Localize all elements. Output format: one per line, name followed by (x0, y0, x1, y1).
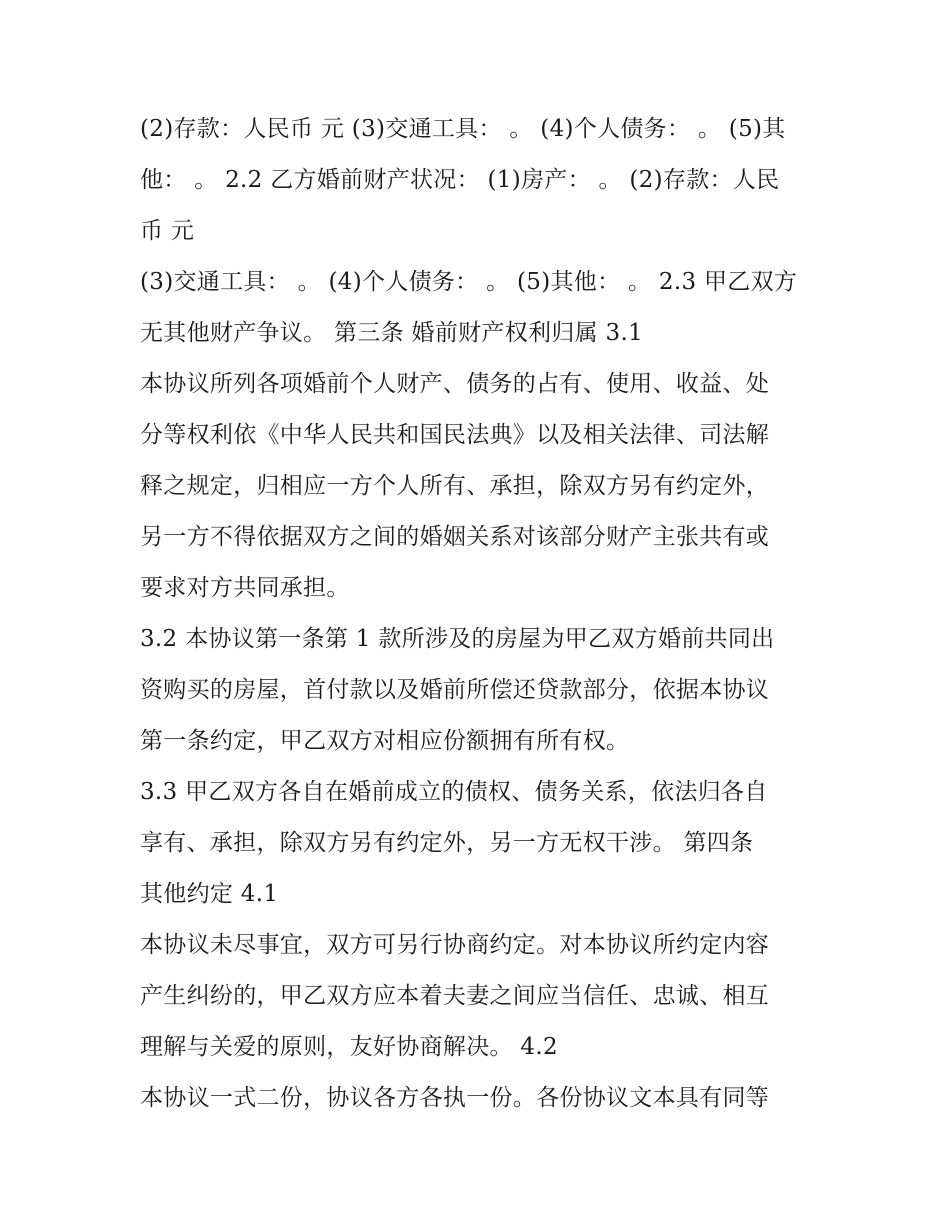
text-line: 其他约定 4.1 (140, 881, 279, 907)
text-line: 无其他财产争议。 第三条 婚前财产权利归属 3.1 (140, 320, 644, 346)
text-line: (3)交通工具： 。 (4)个人债务： 。 (5)其他： 。 2.3 甲乙双方 (140, 269, 798, 295)
text-line: 3.2 本协议第一条第 1 款所涉及的房屋为甲乙双方婚前共同出 (140, 626, 775, 652)
text-line: 币 元 (140, 218, 195, 244)
text-line: 另一方不得依据双方之间的婚姻关系对该部分财产主张共有或 (140, 524, 770, 550)
text-line: (2)存款：人民币 元 (3)交通工具： 。 (4)个人债务： 。 (5)其 (140, 116, 786, 142)
text-line: 第一条约定，甲乙双方对相应份额拥有所有权。 (140, 728, 630, 754)
text-line: 释之规定，归相应一方个人所有、承担，除双方另有约定外， (140, 473, 770, 499)
text-line: 产生纠纷的，甲乙双方应本着夫妻之间应当信任、忠诚、相互 (140, 983, 770, 1009)
text-line: 3.3 甲乙双方各自在婚前成立的债权、债务关系，依法归各自 (140, 779, 768, 805)
text-line: 本协议一式二份，协议各方各执一份。各份协议文本具有同等 (140, 1085, 770, 1111)
document-page (140, 104, 820, 1124)
text-line: 他： 。 2.2 乙方婚前财产状况： (1)房产： 。 (2)存款：人民 (140, 167, 780, 193)
text-line: 分等权利依《中华人民共和国民法典》以及相关法律、司法解 (140, 422, 770, 448)
text-line: 理解与关爱的原则，友好协商解决。 4.2 (140, 1034, 558, 1060)
text-line: 本协议未尽事宜，双方可另行协商约定。对本协议所约定内容 (140, 932, 770, 958)
text-line: 要求对方共同承担。 (140, 575, 350, 601)
text-line: 享有、承担，除双方另有约定外，另一方无权干涉。 第四条 (140, 830, 754, 856)
text-line: 资购买的房屋，首付款以及婚前所偿还贷款部分，依据本协议 (140, 677, 770, 703)
text-line: 本协议所列各项婚前个人财产、债务的占有、使用、收益、处 (140, 371, 770, 397)
